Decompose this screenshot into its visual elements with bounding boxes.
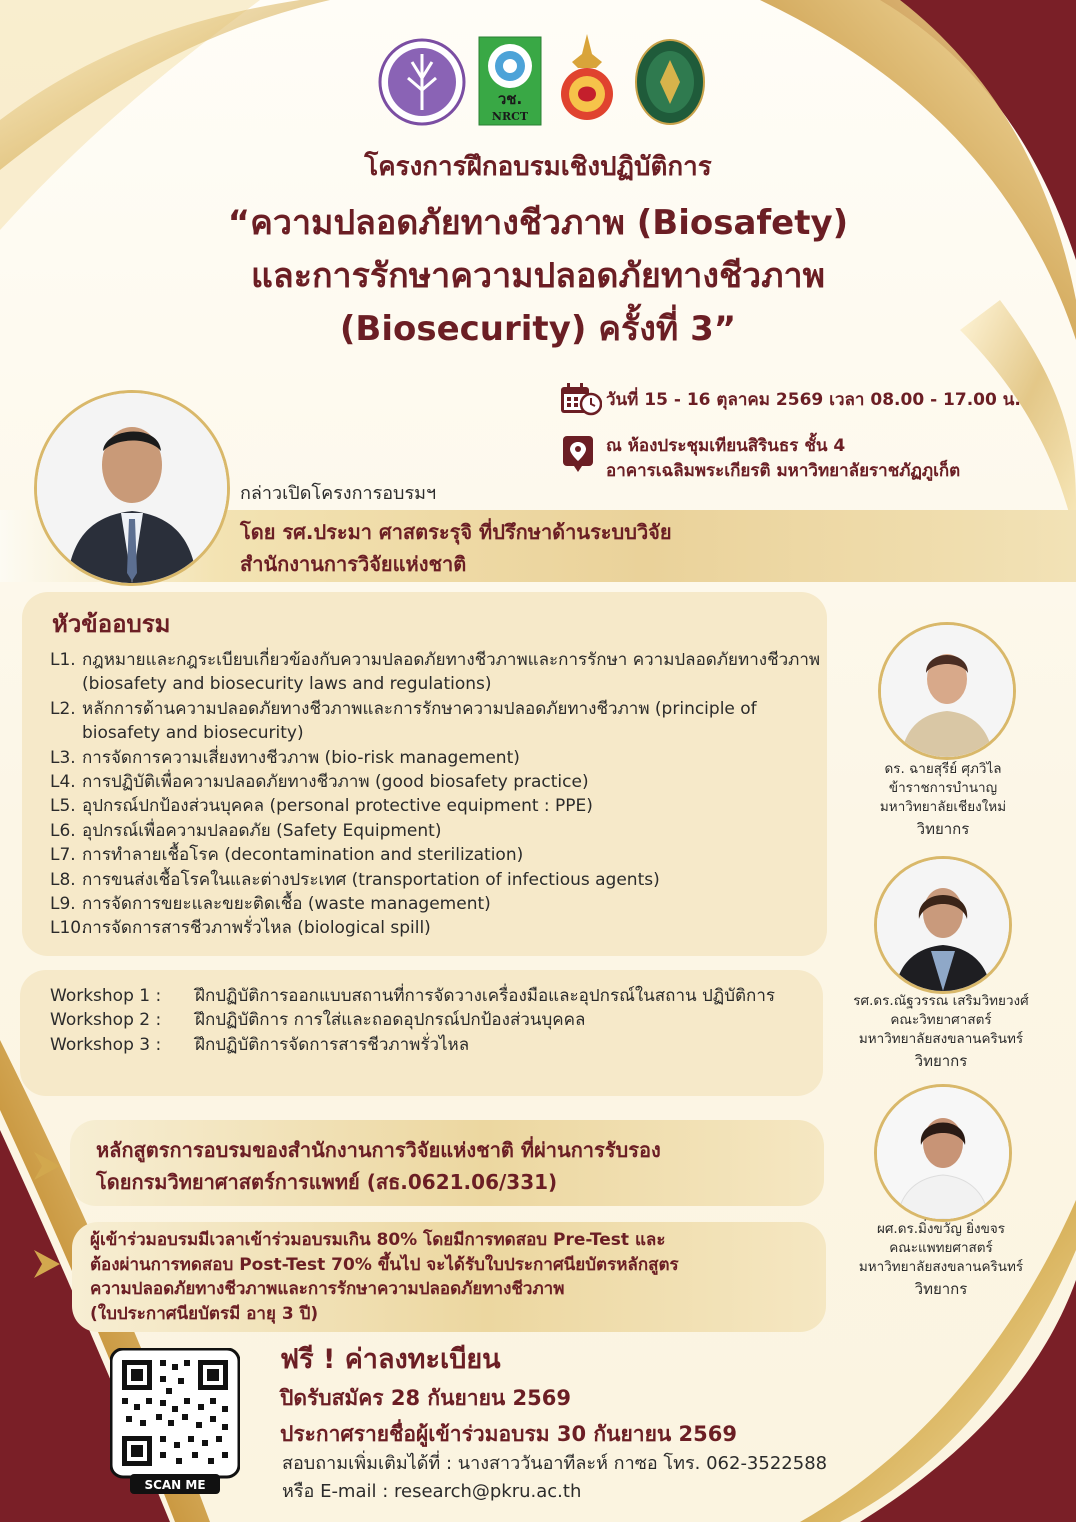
opener-photo <box>34 390 230 586</box>
participant-announcement: ประกาศรายชื่อผู้เข้าร่วมอบรม 30 กันยายน 2569 <box>280 1422 738 1446</box>
list-item <box>50 868 830 892</box>
list-item <box>50 1033 810 1057</box>
green-seal-logo-icon <box>634 38 706 126</box>
location-line-1: ณ ห้องประชุมเทียนสิรินธร ชั้น 4 <box>606 436 846 456</box>
person-avatar-icon <box>37 393 227 583</box>
certification-line-1: หลักสูตรการอบรมของสำนักงานการวิจัยแห่งชาติ ที่ผ่านการรับรอง <box>96 1138 661 1162</box>
chevron-right-icon <box>32 1150 62 1182</box>
person-avatar-icon <box>877 859 1009 991</box>
title-block <box>0 146 1076 356</box>
location-pin-icon <box>560 434 606 478</box>
workshop-text: ฝึกปฏิบัติการ การใส่และถอดอุปกรณ์ปกป้องส่วนบุคคล <box>195 1010 586 1031</box>
registration-deadline: ปิดรับสมัคร 28 กันยายน 2569 <box>280 1386 571 1410</box>
certification-line-2: โดยกรมวิทยาศาสตร์การแพทย์ (สธ.0621.06/331) <box>96 1170 558 1194</box>
requirement-line-1: ผู้เข้าร่วมอบรมมีเวลาเข้าร่วมอบรมเกิน 80% โดยมีการทดสอบ Pre-Test และ <box>90 1230 666 1250</box>
free-registration: ฟรี ! ค่าลงทะเบียน <box>280 1344 501 1375</box>
nrct-logo-icon <box>478 36 542 126</box>
speaker-info-2 <box>836 992 1046 1071</box>
list-item <box>50 648 830 697</box>
topic-text: การปฏิบัติเพื่อความปลอดภัยทางชีวภาพ (good biosafety practice) <box>82 772 589 793</box>
topic-code: L2. <box>50 698 76 719</box>
list-item <box>50 1008 810 1032</box>
topic-code: L4. <box>50 772 76 793</box>
speaker-title: ข้าราชการบำนาญ <box>888 780 998 796</box>
speaker-name: ผศ.ดร.มิ่งขวัญ ยิ่งขจร <box>876 1221 1006 1237</box>
event-location <box>606 434 960 484</box>
purple-seal-logo-icon <box>378 38 466 126</box>
workshop-text: ฝึกปฏิบัติการจัดการสารชีวภาพรั่วไหล <box>195 1034 470 1055</box>
project-title-line-2: และการรักษาความปลอดภัยทางชีวภาพ <box>250 256 826 296</box>
project-subtitle: โครงการฝึกอบรมเชิงปฏิบัติการ <box>364 152 712 182</box>
workshop-label: Workshop 2 : <box>50 1010 162 1031</box>
speaker-role: วิทยากร <box>914 1052 968 1070</box>
nrct-logo-text-top: วช. <box>497 90 523 108</box>
speaker-org: มหาวิทยาลัยสงขลานครินทร์ <box>858 1259 1024 1275</box>
requirement-line-3: ความปลอดภัยทางชีวภาพและการรักษาความปลอดภัยทางชีวภาพ <box>90 1279 565 1299</box>
list-item <box>50 984 810 1008</box>
qr-code[interactable] <box>110 1348 240 1494</box>
speaker-photo-3 <box>874 1084 1012 1222</box>
topic-code: L5. <box>50 796 76 817</box>
topic-text: อุปกรณ์เพื่อความปลอดภัย (Safety Equipment) <box>82 820 442 841</box>
opener-name-line: โดย รศ.ประมา ศาสตระรุจิ ที่ปรึกษาด้านระบบวิจัย <box>240 520 672 544</box>
person-avatar-icon <box>881 625 1013 757</box>
list-item <box>50 916 830 940</box>
topic-text: หลักการด้านความปลอดภัยทางชีวภาพและการรักษาความปลอดภัยทางชีวภาพ (principle of biosafety and biosecurity) <box>82 698 757 744</box>
event-date-time: วันที่ 15 - 16 ตุลาคม 2569 เวลา 08.00 - 17.00 น. <box>606 390 1021 410</box>
speaker-role: วิทยากร <box>914 1280 968 1298</box>
requirement-line-4: (ใบประกาศนียบัตรมี อายุ 3 ปี) <box>90 1303 319 1324</box>
opener-label: กล่าวเปิดโครงการอบรมฯ <box>240 483 437 504</box>
royal-emblem-logo-icon <box>556 32 618 128</box>
qr-caption: SCAN ME <box>144 1478 206 1492</box>
event-info <box>560 382 1060 484</box>
speaker-org: มหาวิทยาลัยสงขลานครินทร์ <box>858 1031 1024 1047</box>
speaker-name: ดร. ฉายสุรีย์ ศุภวิไล <box>884 761 1002 777</box>
contact-info <box>282 1450 827 1506</box>
topic-code: L1. <box>50 650 76 670</box>
topic-text: การจัดการขยะและขยะติดเชื้อ (waste management) <box>82 894 491 915</box>
workshop-label: Workshop 3 : <box>50 1034 162 1055</box>
contact-email[interactable]: หรือ E-mail : research@pkru.ac.th <box>282 1481 582 1502</box>
topic-code: L6. <box>50 820 76 841</box>
nrct-logo-text-bottom: NRCT <box>491 110 529 123</box>
opener-org-line: สำนักงานการวิจัยแห่งชาติ <box>240 552 467 576</box>
speaker-name: รศ.ดร.ณัฐวรรณ เสริมวิทยวงศ์ <box>853 993 1029 1009</box>
list-item <box>50 746 830 770</box>
speaker-info-3 <box>836 1220 1046 1299</box>
topics-list <box>50 648 830 941</box>
topic-code: L8. <box>50 869 76 890</box>
speaker-org: มหาวิทยาลัยเชียงใหม่ <box>879 799 1007 815</box>
registration-info <box>280 1340 737 1452</box>
speaker-photo-2 <box>874 856 1012 994</box>
list-item <box>50 843 830 867</box>
topic-code: L3. <box>50 747 76 768</box>
topic-text: อุปกรณ์ปกป้องส่วนบุคคล (personal protective equipment : PPE) <box>82 796 593 817</box>
topics-heading: หัวข้ออบรม <box>52 610 171 638</box>
opener-name <box>240 516 672 580</box>
topic-code: L10. <box>50 918 87 939</box>
list-item <box>50 770 830 794</box>
project-title-line-1: “ความปลอดภัยทางชีวภาพ (Biosafety) <box>227 203 849 243</box>
location-row <box>560 434 1060 484</box>
location-line-2: อาคารเฉลิมพระเกียรติ มหาวิทยาลัยราชภัฏภูเก็ต <box>606 461 961 481</box>
workshop-text: ฝึกปฏิบัติการออกแบบสถานที่การจัดวางเครื่องมือและอุปกรณ์ในสถาน ปฏิบัติการ <box>195 986 776 1006</box>
date-row <box>560 382 1060 420</box>
topic-code: L9. <box>50 894 76 915</box>
contact-phone: สอบถามเพิ่มเติมได้ที่ : นางสาววันอาทีละห์ กาซอ โทร. 062-3522588 <box>282 1453 828 1474</box>
topic-text: กฎหมายและกฎระเบียบเกี่ยวข้องกับความปลอดภัยทางชีวภาพและการรักษา ความปลอดภัยทางชีวภาพ (biosafety and biosecurity laws and regulations) <box>82 650 821 695</box>
certification-text <box>96 1134 661 1198</box>
calendar-clock-icon <box>560 382 606 420</box>
speaker-role: วิทยากร <box>916 820 970 838</box>
logo-row <box>0 32 1076 132</box>
chevron-right-icon <box>32 1248 62 1280</box>
person-avatar-icon <box>877 1087 1009 1219</box>
topic-text: การทำลายเชื้อโรค (decontamination and sterilization) <box>82 845 524 866</box>
workshop-label: Workshop 1 : <box>50 986 162 1006</box>
topic-text: การจัดการความเสี่ยงทางชีวภาพ (bio-risk management) <box>82 747 520 768</box>
list-item <box>50 819 830 843</box>
requirement-line-2: ต้องผ่านการทดสอบ Post-Test 70% ขึ้นไป จะได้รับใบประกาศนียบัตรหลักสูตร <box>90 1254 679 1275</box>
requirement-text <box>90 1228 679 1326</box>
speaker-title: คณะแพทยศาสตร์ <box>889 1240 993 1256</box>
topic-code: L7. <box>50 845 76 866</box>
speaker-title: คณะวิทยาศาสตร์ <box>890 1012 992 1028</box>
project-title-line-3: (Biosecurity) ครั้งที่ 3” <box>339 309 737 349</box>
topic-text: การจัดการสารชีวภาพรั่วไหล (biological spill) <box>82 918 431 939</box>
workshops-list <box>50 984 810 1057</box>
speaker-photo-1 <box>878 622 1016 760</box>
list-item <box>50 697 830 746</box>
topic-text: การขนส่งเชื้อโรคในและต่างประเทศ (transportation of infectious agents) <box>82 869 660 890</box>
list-item <box>50 794 830 818</box>
speaker-info-1 <box>838 760 1048 839</box>
list-item <box>50 892 830 916</box>
